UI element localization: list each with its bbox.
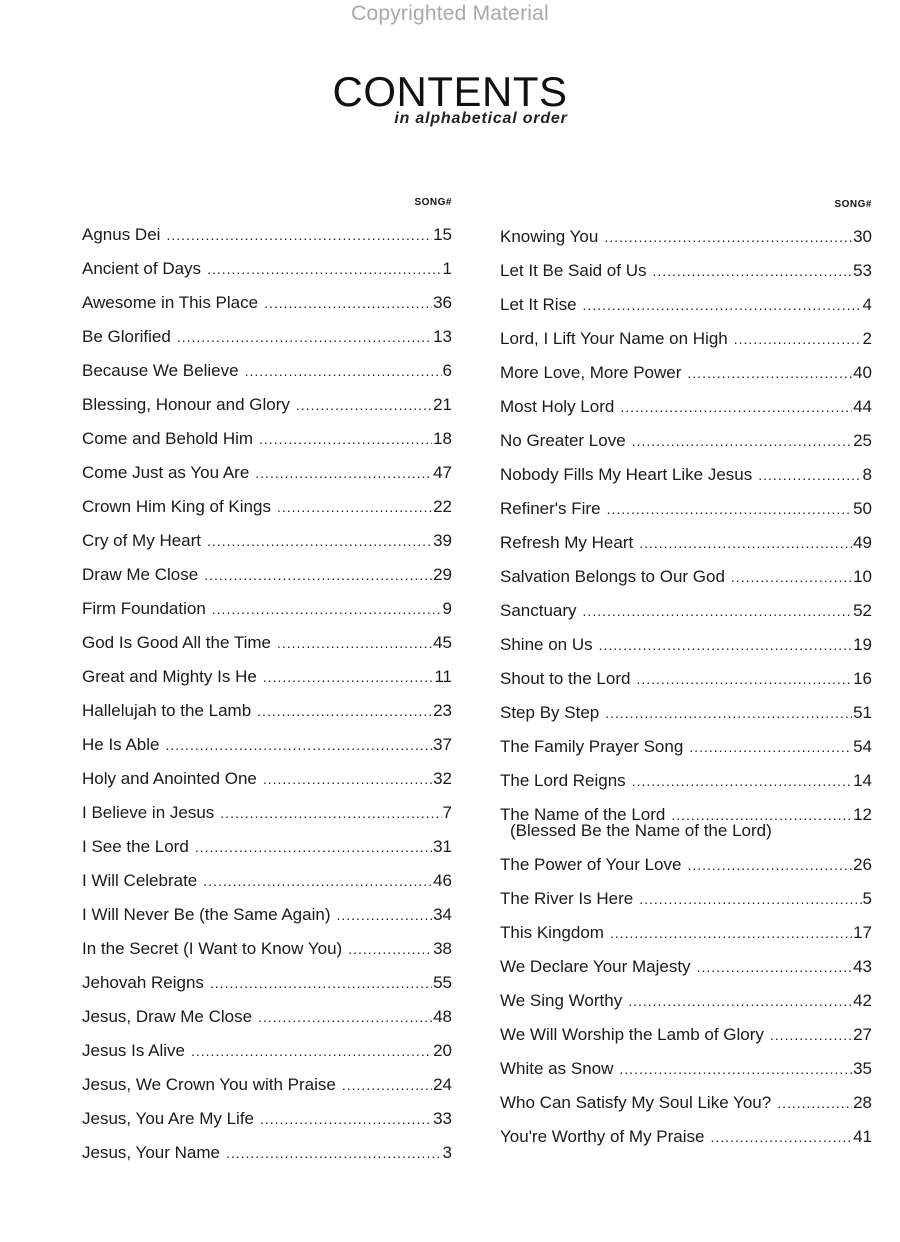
dot-leader — [210, 966, 432, 1000]
song-title: Jesus Is Alive — [82, 1041, 185, 1060]
song-number: 22 — [433, 497, 452, 516]
song-title: The Name of the Lord — [500, 805, 666, 824]
song-title: Blessing, Honour and Glory — [82, 395, 290, 414]
dot-leader — [758, 458, 861, 492]
toc-entry — [500, 764, 872, 798]
song-title: I Believe in Jesus — [82, 803, 215, 822]
song-title: Hallelujah to the Lamb — [82, 701, 252, 720]
toc-entry — [500, 492, 872, 526]
song-number: 20 — [433, 1041, 452, 1060]
toc-entry — [82, 626, 452, 660]
song-number: 41 — [853, 1127, 872, 1146]
song-number-header: SONG# — [834, 199, 872, 210]
song-title: He Is Able — [82, 735, 160, 754]
copyright-watermark: Copyrighted Material — [351, 2, 549, 25]
song-title: Great and Mighty Is He — [82, 667, 257, 686]
song-number: 31 — [433, 837, 452, 856]
song-title: Most Holy Lord — [500, 397, 615, 416]
song-title: The River Is Here — [500, 889, 634, 908]
toc-entry — [82, 252, 452, 286]
dot-leader — [604, 220, 852, 254]
toc-entry — [500, 916, 872, 950]
toc-entry — [500, 730, 872, 764]
toc-entry — [82, 1034, 452, 1068]
song-title: More Love, More Power — [500, 363, 682, 382]
song-number: 35 — [853, 1059, 872, 1078]
page-title: CONTENTS — [332, 68, 568, 115]
toc-entry — [82, 830, 452, 864]
dot-leader — [619, 1052, 852, 1086]
song-title: Because We Believe — [82, 361, 239, 380]
dot-leader — [583, 594, 853, 628]
toc-entry — [82, 422, 452, 456]
dot-leader — [204, 558, 432, 592]
toc-entry — [500, 526, 872, 560]
song-number: 11 — [434, 667, 452, 686]
dot-leader — [607, 492, 853, 526]
toc-entry — [500, 1120, 872, 1154]
song-title: I Will Never Be (the Same Again) — [82, 905, 331, 924]
song-title: Refiner's Fire — [500, 499, 601, 518]
toc-entry — [82, 1136, 452, 1170]
song-title: Knowing You — [500, 227, 599, 246]
song-title: Jesus, You Are My Life — [82, 1109, 254, 1128]
song-number: 17 — [853, 923, 872, 942]
toc-entry — [82, 218, 452, 252]
toc-entry — [500, 662, 872, 696]
toc-entry — [82, 898, 452, 932]
dot-leader — [610, 916, 852, 950]
dot-leader — [191, 1034, 432, 1068]
song-number: 27 — [853, 1025, 872, 1044]
song-number: 24 — [433, 1075, 452, 1094]
song-title: Agnus Dei — [82, 225, 161, 244]
song-number: 15 — [433, 225, 452, 244]
song-title: Shine on Us — [500, 635, 593, 654]
song-number: 4 — [862, 295, 872, 314]
song-number: 47 — [433, 463, 452, 482]
song-number: 16 — [853, 669, 872, 688]
song-number: 18 — [433, 429, 452, 448]
song-title: Shout to the Lord — [500, 669, 631, 688]
dot-leader — [263, 762, 432, 796]
toc-entry — [500, 882, 872, 916]
song-title: Awesome in This Place — [82, 293, 259, 312]
song-title: Firm Foundation — [82, 599, 206, 618]
song-number: 32 — [433, 769, 452, 788]
toc-entry — [82, 490, 452, 524]
dot-leader — [207, 252, 441, 286]
dot-leader — [605, 696, 852, 730]
toc-entry — [500, 390, 872, 424]
page-subtitle: in alphabetical order — [394, 110, 568, 127]
dot-leader — [195, 830, 432, 864]
toc-entry — [500, 254, 872, 288]
song-title: Holy and Anointed One — [82, 769, 257, 788]
toc-entry — [82, 524, 452, 558]
toc-entry — [500, 424, 872, 458]
toc-entry — [82, 456, 452, 490]
song-title: Lord, I Lift Your Name on High — [500, 329, 728, 348]
dot-leader — [639, 882, 861, 916]
song-title: Jesus, Your Name — [82, 1143, 220, 1162]
dot-leader — [599, 628, 852, 662]
song-number: 55 — [433, 973, 452, 992]
song-number: 40 — [853, 363, 872, 382]
toc-entry — [82, 354, 452, 388]
dot-leader — [583, 288, 862, 322]
song-title: Crown Him King of Kings — [82, 497, 271, 516]
song-title: The Power of Your Love — [500, 855, 682, 874]
dot-leader — [260, 1102, 432, 1136]
dot-leader — [636, 662, 852, 696]
toc-entry — [500, 950, 872, 984]
song-number: 19 — [853, 635, 872, 654]
dot-leader — [166, 218, 432, 252]
song-title: Come Just as You Are — [82, 463, 250, 482]
song-number: 37 — [433, 735, 452, 754]
dot-leader — [734, 322, 862, 356]
song-number: 29 — [433, 565, 452, 584]
song-title: Be Glorified — [82, 327, 171, 346]
toc-entry — [500, 458, 872, 492]
song-number-header: SONG# — [414, 197, 452, 208]
song-title: No Greater Love — [500, 431, 626, 450]
toc-entry — [82, 1000, 452, 1034]
song-title: Draw Me Close — [82, 565, 199, 584]
song-number: 54 — [853, 737, 872, 756]
dot-leader — [632, 424, 852, 458]
song-number: 10 — [853, 567, 872, 586]
song-title: In the Secret (I Want to Know You) — [82, 939, 343, 958]
song-number: 53 — [853, 261, 872, 280]
toc-entry — [82, 388, 452, 422]
toc-entry — [500, 1086, 872, 1120]
toc-entry — [500, 984, 872, 1018]
song-number: 50 — [853, 499, 872, 518]
song-title: I See the Lord — [82, 837, 189, 856]
song-number: 36 — [433, 293, 452, 312]
dot-leader — [697, 950, 853, 984]
song-title: The Family Prayer Song — [500, 737, 684, 756]
toc-entry — [500, 356, 872, 390]
song-number: 8 — [862, 465, 872, 484]
dot-leader — [207, 524, 432, 558]
dot-leader — [348, 932, 432, 966]
song-title: God Is Good All the Time — [82, 633, 271, 652]
song-number: 48 — [433, 1007, 452, 1026]
dot-leader — [255, 456, 432, 490]
song-number: 28 — [853, 1093, 872, 1112]
dot-leader — [259, 422, 432, 456]
toc-entry — [500, 322, 872, 356]
dot-leader — [639, 526, 852, 560]
song-number: 42 — [853, 991, 872, 1010]
toc-entry — [500, 628, 872, 662]
song-number: 5 — [862, 889, 872, 908]
dot-leader — [263, 660, 434, 694]
toc-entry — [500, 848, 872, 882]
contents-column-left — [82, 196, 452, 1170]
dot-leader — [687, 848, 852, 882]
toc-entry — [500, 1018, 872, 1052]
dot-leader — [257, 694, 432, 728]
song-title: Nobody Fills My Heart Like Jesus — [500, 465, 753, 484]
song-number: 6 — [442, 361, 452, 380]
toc-entry — [82, 932, 452, 966]
song-number: 38 — [433, 939, 452, 958]
song-title: Salvation Belongs to Our God — [500, 567, 725, 586]
dot-leader — [652, 254, 852, 288]
song-number: 34 — [433, 905, 452, 924]
toc-entry — [82, 320, 452, 354]
contents-column-right — [500, 198, 872, 1154]
dot-leader — [226, 1136, 442, 1170]
song-number: 43 — [853, 957, 872, 976]
song-number: 26 — [853, 855, 872, 874]
toc-entry — [82, 660, 452, 694]
dot-leader — [632, 764, 852, 798]
song-title: Refresh My Heart — [500, 533, 634, 552]
song-title: Jesus, Draw Me Close — [82, 1007, 253, 1026]
toc-entry — [82, 592, 452, 626]
toc-entry — [82, 1068, 452, 1102]
dot-leader — [245, 354, 442, 388]
dot-leader — [212, 592, 442, 626]
song-number: 9 — [442, 599, 452, 618]
dot-leader — [620, 390, 852, 424]
song-number: 49 — [853, 533, 872, 552]
dot-leader — [770, 1018, 852, 1052]
toc-entry — [82, 966, 452, 1000]
song-number: 44 — [853, 397, 872, 416]
toc-entry — [500, 288, 872, 322]
dot-leader — [711, 1120, 853, 1154]
dot-leader — [689, 730, 852, 764]
song-title: Let It Be Said of Us — [500, 261, 647, 280]
song-title: We Sing Worthy — [500, 991, 623, 1010]
dot-leader — [166, 728, 433, 762]
dot-leader — [203, 864, 432, 898]
toc-entry — [82, 864, 452, 898]
dot-leader — [731, 560, 852, 594]
toc-entry — [82, 286, 452, 320]
song-title: The Lord Reigns — [500, 771, 626, 790]
song-title: You're Worthy of My Praise — [500, 1127, 705, 1146]
toc-entry — [500, 1052, 872, 1086]
song-number: 2 — [862, 329, 872, 348]
song-number: 1 — [442, 259, 452, 278]
toc-entry — [500, 220, 872, 254]
song-title: White as Snow — [500, 1059, 614, 1078]
song-title: Cry of My Heart — [82, 531, 202, 550]
song-number: 23 — [433, 701, 452, 720]
song-number: 25 — [853, 431, 872, 450]
song-number: 12 — [853, 805, 872, 824]
dot-leader — [296, 388, 432, 422]
dot-leader — [277, 490, 432, 524]
song-title: Ancient of Days — [82, 259, 202, 278]
song-number: 14 — [853, 771, 872, 790]
song-title: We Will Worship the Lamb of Glory — [500, 1025, 764, 1044]
toc-entry — [500, 560, 872, 594]
song-title: Who Can Satisfy My Soul Like You? — [500, 1093, 772, 1112]
song-title: Step By Step — [500, 703, 600, 722]
dot-leader — [342, 1068, 432, 1102]
toc-entry — [82, 728, 452, 762]
song-title: We Declare Your Majesty — [500, 957, 691, 976]
song-number: 45 — [433, 633, 452, 652]
song-title: Jesus, We Crown You with Praise — [82, 1075, 336, 1094]
song-title: I Will Celebrate — [82, 871, 198, 890]
dot-leader — [258, 1000, 432, 1034]
song-title: This Kingdom — [500, 923, 604, 942]
dot-leader — [687, 356, 852, 390]
song-title: Come and Behold Him — [82, 429, 254, 448]
song-number: 33 — [433, 1109, 452, 1128]
song-number: 3 — [442, 1143, 452, 1162]
song-number: 39 — [433, 531, 452, 550]
dot-leader — [220, 796, 441, 830]
song-number: 21 — [433, 395, 452, 414]
song-number: 51 — [853, 703, 872, 722]
dot-leader — [777, 1086, 852, 1120]
dot-leader — [628, 984, 852, 1018]
dot-leader — [336, 898, 432, 932]
toc-entry — [500, 696, 872, 730]
toc-entry-group — [500, 798, 872, 848]
song-alt-title: (Blessed Be the Name of the Lord) — [510, 821, 772, 840]
toc-entry — [82, 558, 452, 592]
song-number: 46 — [433, 871, 452, 890]
song-number: 7 — [442, 803, 452, 822]
toc-entry — [82, 796, 452, 830]
dot-leader — [177, 320, 432, 354]
dot-leader — [277, 626, 432, 660]
toc-entry — [82, 1102, 452, 1136]
toc-entry — [82, 694, 452, 728]
song-list-left — [82, 218, 452, 1170]
song-number: 30 — [853, 227, 872, 246]
toc-entry — [82, 762, 452, 796]
song-number: 13 — [433, 327, 452, 346]
toc-entry — [500, 594, 872, 628]
dot-leader — [264, 286, 432, 320]
song-list-right — [500, 220, 872, 1154]
song-number: 52 — [853, 601, 872, 620]
song-title: Let It Rise — [500, 295, 577, 314]
song-title: Jehovah Reigns — [82, 973, 204, 992]
song-title: Sanctuary — [500, 601, 577, 620]
